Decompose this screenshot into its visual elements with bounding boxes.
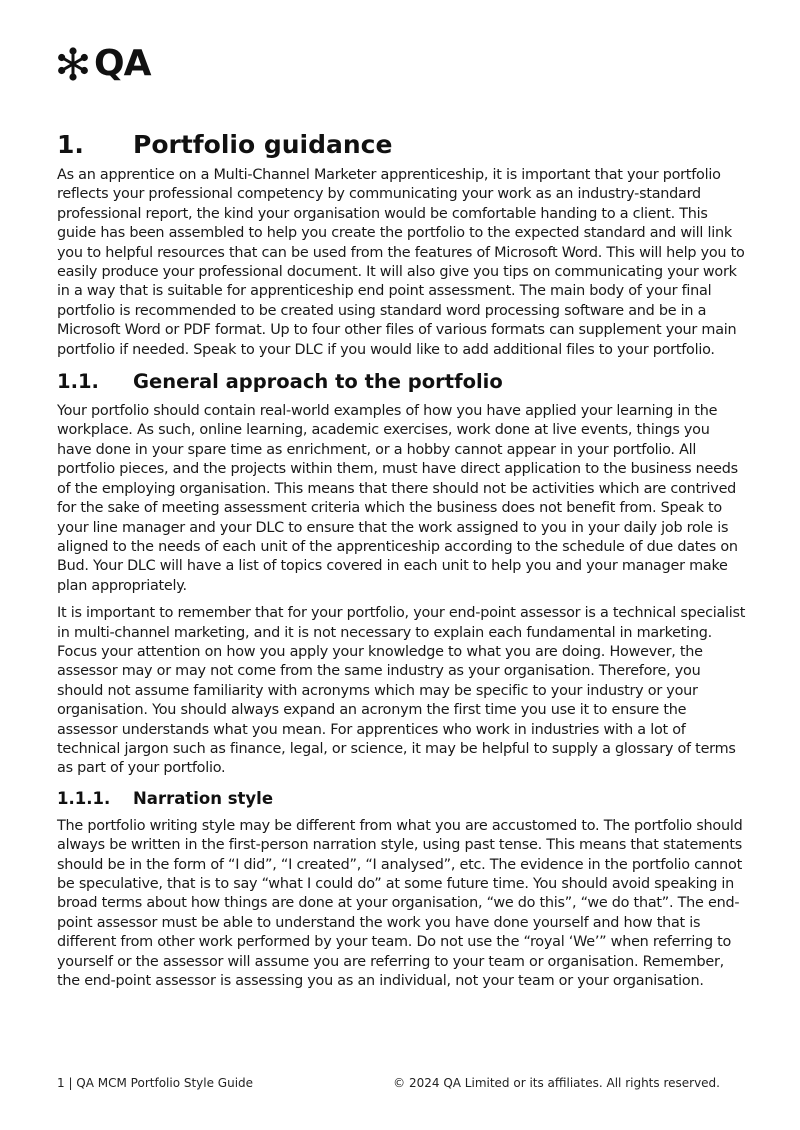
- section-number: 1.: [57, 130, 84, 159]
- section-title: Portfolio guidance: [133, 130, 393, 159]
- section-title: Narration style: [133, 788, 274, 808]
- logo-wordmark: QA: [94, 43, 151, 84]
- paragraph: As an apprentice on a Multi-Channel Marketer apprenticeship, it is important that your portfolio reflects your professional competency by communicating your work as an industry-standard professional report, the kind your organisation would be comfortable handing to a client. This guide has been assembled to help you create the portfolio to the expected standard and will link you to helpful resources that can be used from the features of Microsoft Word. This will help you to easily produce your professional document. It will also give you tips on communicating your work in a way that is suitable for apprenticeship end point assessment. The main body of your final portfolio is recommended to be created using standard word processing software and be in a Microsoft Word or PDF format. Up to four other files of various formats can supplement your main portfolio if needed. Speak to your DLC if you would like to add additional files to your portfolio.: [57, 167, 745, 358]
- section-title: General approach to the portfolio: [133, 370, 503, 394]
- section-number: 1.1.: [57, 370, 99, 394]
- section-number: 1.1.1.: [57, 788, 111, 808]
- document-body: [57, 126, 747, 999]
- paragraph: The portfolio writing style may be different from what you are accustomed to. The portfolio should always be written in the first-person narration style, using past tense. This means that statements should be in the form of “I did”, “I created”, “I analysed”, etc. The evidence in the portfolio cannot be speculative, that is to say “what I could do” at some future time. You should avoid speaking in broad terms about how things are done at your organisation, “we do this”, “we do that”. The end-point assessor must be able to understand the work you have done yourself and how that is different from other work performed by your team. Do not use the “royal ‘We’” when referring to yourself or the assessor will assume you are referring to your team or organisation. Remember, the end-point assessor is assessing you as an individual, not your team or your organisation.: [57, 817, 743, 990]
- footer-copyright: © 2024 QA Limited or its affiliates. All rights reserved.: [393, 1076, 720, 1090]
- qa-logo: [56, 44, 150, 84]
- page-footer: [57, 1076, 720, 1090]
- section-heading-1-1-1: [57, 787, 747, 811]
- footer-page-label: 1 | QA MCM Portfolio Style Guide: [57, 1076, 254, 1090]
- qa-asterisk-logo-icon: [56, 47, 90, 81]
- paragraph: Your portfolio should contain real-world examples of how you have applied your learning in the workplace. As such, online learning, academic exercises, work done at live events, things you have done in your spare time as enrichment, or a hobby cannot appear in your portfolio. All portfolio pieces, and the projects within them, must have direct application to the business needs of the employing organisation. This means that there should not be activities which are contrived for the sake of meeting assessment criteria which the business does not benefit from. Speak to your line manager and your DLC to ensure that the work assigned to you in your daily job role is aligned to the needs of each unit of the apprenticeship according to the schedule of due dates on Bud. Your DLC will have a list of topics covered in each unit to help you and your manager make plan appropriately.: [57, 403, 738, 594]
- paragraph: It is important to remember that for your portfolio, your end-point assessor is a technical specialist in multi-channel marketing, and it is not necessary to explain each fundamental in marketing. Focus your attention on how you apply your knowledge to what you are doing. However, the assessor may or may not come from the same industry as your organisation. Therefore, you should not assume familiarity with acronyms which may be specific to your industry or your organisation. You should always expand an acronym the first time you use it to ensure the assessor understands what you mean. For apprentices who work in industries with a lot of technical jargon such as finance, legal, or science, it may be helpful to supply a glossary of terms as part of your portfolio.: [57, 605, 746, 777]
- section-heading-1: [57, 126, 747, 164]
- section-heading-1-1: [57, 368, 747, 396]
